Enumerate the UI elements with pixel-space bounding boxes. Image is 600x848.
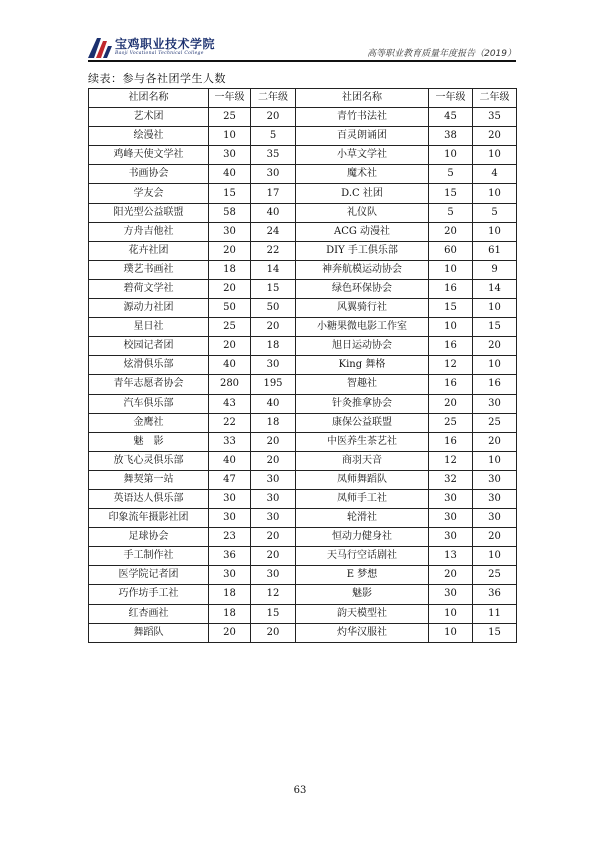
first-year-cell: 18 [209,260,251,279]
table-row [89,222,517,241]
table-header-row [89,89,517,108]
header-rule [88,60,516,62]
second-year-cell: 20 [473,337,517,356]
first-year-cell: 20 [429,222,473,241]
first-year-cell: 60 [429,241,473,260]
second-year-cell: 10 [473,299,517,318]
first-year-cell: 30 [209,489,251,508]
club-name-cell: 凤师手工社 [296,489,429,508]
club-name-cell: 魔术社 [296,165,429,184]
club-name-cell: 绿色环保协会 [296,279,429,298]
college-logo [88,38,215,58]
second-year-cell: 15 [473,318,517,337]
club-name-cell: 医学院记者团 [89,566,209,585]
table-row [89,432,517,451]
header-club-name: 社团名称 [89,89,209,108]
second-year-cell: 195 [251,375,296,394]
second-year-cell: 30 [473,394,517,413]
first-year-cell: 25 [209,108,251,127]
header-first-year-2: 一年级 [429,89,473,108]
second-year-cell: 20 [251,432,296,451]
first-year-cell: 22 [209,413,251,432]
table-row [89,623,517,642]
second-year-cell: 4 [473,165,517,184]
first-year-cell: 33 [209,432,251,451]
club-name-cell: 源动力社团 [89,299,209,318]
first-year-cell: 30 [209,146,251,165]
club-name-cell: 舞蹈队 [89,623,209,642]
club-name-cell: 智趣社 [296,375,429,394]
club-name-cell: E 梦想 [296,566,429,585]
first-year-cell: 45 [429,108,473,127]
club-name-cell: 鸡峰天使文学社 [89,146,209,165]
club-name-cell: 红杏画社 [89,604,209,623]
club-name-cell: ACG 动漫社 [296,222,429,241]
club-name-cell: DIY 手工俱乐部 [296,241,429,260]
second-year-cell: 10 [473,547,517,566]
first-year-cell: 20 [429,394,473,413]
first-year-cell: 10 [429,623,473,642]
second-year-cell: 40 [251,394,296,413]
club-name-cell: 璞艺书画社 [89,260,209,279]
header-second-year: 二年级 [251,89,296,108]
club-name-cell: 星日社 [89,318,209,337]
first-year-cell: 15 [209,184,251,203]
first-year-cell: 30 [429,528,473,547]
first-year-cell: 25 [429,413,473,432]
club-name-cell: 针灸推拿协会 [296,394,429,413]
second-year-cell: 61 [473,241,517,260]
header-club-name-2: 社团名称 [296,89,429,108]
first-year-cell: 47 [209,470,251,489]
first-year-cell: 12 [429,451,473,470]
table-row [89,337,517,356]
first-year-cell: 5 [429,165,473,184]
first-year-cell: 30 [429,585,473,604]
first-year-cell: 40 [209,451,251,470]
table-row [89,566,517,585]
table-row [89,413,517,432]
second-year-cell: 30 [251,470,296,489]
second-year-cell: 22 [251,241,296,260]
first-year-cell: 12 [429,356,473,375]
second-year-cell: 14 [251,260,296,279]
second-year-cell: 10 [473,146,517,165]
second-year-cell: 18 [251,337,296,356]
first-year-cell: 30 [429,489,473,508]
club-name-cell: 恒动力健身社 [296,528,429,547]
club-name-cell: 学友会 [89,184,209,203]
club-name-cell: 手工制作社 [89,547,209,566]
club-name-cell: 碧荷文学社 [89,279,209,298]
second-year-cell: 35 [251,146,296,165]
table-row [89,375,517,394]
club-name-cell: 礼仪队 [296,203,429,222]
first-year-cell: 10 [429,146,473,165]
table-row [89,108,517,127]
table-row [89,127,517,146]
second-year-cell: 17 [251,184,296,203]
table-row [89,165,517,184]
club-name-cell: 小草文学社 [296,146,429,165]
club-name-cell: 阳光型公益联盟 [89,203,209,222]
club-name-cell: 轮滑社 [296,509,429,528]
club-name-cell: 百灵朗诵团 [296,127,429,146]
first-year-cell: 10 [429,604,473,623]
club-name-cell: 书画协会 [89,165,209,184]
club-name-cell: 旭日运动协会 [296,337,429,356]
second-year-cell: 30 [473,470,517,489]
second-year-cell: 10 [473,222,517,241]
second-year-cell: 30 [251,566,296,585]
table-body [89,108,517,643]
first-year-cell: 16 [429,375,473,394]
first-year-cell: 38 [429,127,473,146]
second-year-cell: 30 [251,356,296,375]
first-year-cell: 30 [429,509,473,528]
table-row [89,318,517,337]
second-year-cell: 10 [473,451,517,470]
second-year-cell: 15 [251,604,296,623]
table-row [89,299,517,318]
first-year-cell: 10 [209,127,251,146]
first-year-cell: 40 [209,356,251,375]
first-year-cell: 16 [429,279,473,298]
second-year-cell: 50 [251,299,296,318]
report-title: 高等职业教育质量年度报告（2019） [367,49,516,59]
logo-english-name: Baoji Vocational Technical College [115,51,204,56]
second-year-cell: 20 [473,432,517,451]
club-name-cell: 绘漫社 [89,127,209,146]
table-row [89,528,517,547]
first-year-cell: 13 [429,547,473,566]
table-row [89,203,517,222]
club-name-cell: 英语达人俱乐部 [89,489,209,508]
first-year-cell: 36 [209,547,251,566]
table-row [89,260,517,279]
first-year-cell: 58 [209,203,251,222]
table-row [89,394,517,413]
second-year-cell: 30 [251,489,296,508]
first-year-cell: 20 [209,279,251,298]
first-year-cell: 40 [209,165,251,184]
club-name-cell: 青竹书法社 [296,108,429,127]
table-caption: 续表：参与各社团学生人数 [88,72,226,85]
table-row [89,279,517,298]
club-name-cell: 凤师舞蹈队 [296,470,429,489]
first-year-cell: 16 [429,432,473,451]
first-year-cell: 50 [209,299,251,318]
first-year-cell: 25 [209,318,251,337]
second-year-cell: 9 [473,260,517,279]
first-year-cell: 280 [209,375,251,394]
second-year-cell: 5 [251,127,296,146]
second-year-cell: 30 [251,509,296,528]
club-name-cell: 青年志愿者协会 [89,375,209,394]
table-row [89,451,517,470]
first-year-cell: 30 [209,509,251,528]
first-year-cell: 15 [429,299,473,318]
table-row [89,241,517,260]
second-year-cell: 30 [251,165,296,184]
club-name-cell: 方舟吉他社 [89,222,209,241]
club-name-cell: 神奔航模运动协会 [296,260,429,279]
first-year-cell: 5 [429,203,473,222]
second-year-cell: 12 [251,585,296,604]
table-row [89,489,517,508]
second-year-cell: 10 [473,356,517,375]
first-year-cell: 16 [429,337,473,356]
page-number: 63 [293,785,307,796]
first-year-cell: 30 [209,566,251,585]
first-year-cell: 18 [209,604,251,623]
second-year-cell: 30 [473,509,517,528]
table-row [89,356,517,375]
first-year-cell: 32 [429,470,473,489]
table-row [89,184,517,203]
club-name-cell: 印象流年摄影社团 [89,509,209,528]
first-year-cell: 20 [209,337,251,356]
second-year-cell: 15 [473,623,517,642]
club-name-cell: 足球协会 [89,528,209,547]
second-year-cell: 20 [473,528,517,547]
club-name-cell: 艺术团 [89,108,209,127]
page-header [88,38,516,60]
club-name-cell: 康保公益联盟 [296,413,429,432]
second-year-cell: 36 [473,585,517,604]
first-year-cell: 20 [209,241,251,260]
club-name-cell: 校园记者团 [89,337,209,356]
second-year-cell: 20 [251,547,296,566]
header-second-year-2: 二年级 [473,89,517,108]
table-row [89,547,517,566]
second-year-cell: 20 [251,451,296,470]
second-year-cell: 40 [251,203,296,222]
club-name-cell: King 舞格 [296,356,429,375]
club-name-cell: 韵天模型社 [296,604,429,623]
second-year-cell: 35 [473,108,517,127]
club-name-cell: 风翼骑行社 [296,299,429,318]
second-year-cell: 20 [251,528,296,547]
club-name-cell: 花卉社团 [89,241,209,260]
logo-emblem-icon [88,38,112,58]
table-row [89,604,517,623]
second-year-cell: 24 [251,222,296,241]
club-name-cell: 放飞心灵俱乐部 [89,451,209,470]
table-row [89,509,517,528]
second-year-cell: 15 [251,279,296,298]
club-name-cell: 炫滑俱乐部 [89,356,209,375]
club-name-cell: 巧作坊手工社 [89,585,209,604]
second-year-cell: 30 [473,489,517,508]
second-year-cell: 16 [473,375,517,394]
club-name-cell: 中医养生茶艺社 [296,432,429,451]
second-year-cell: 20 [251,108,296,127]
second-year-cell: 25 [473,566,517,585]
first-year-cell: 18 [209,585,251,604]
second-year-cell: 25 [473,413,517,432]
second-year-cell: 18 [251,413,296,432]
second-year-cell: 5 [473,203,517,222]
header-first-year: 一年级 [209,89,251,108]
table-row [89,146,517,165]
second-year-cell: 20 [473,127,517,146]
first-year-cell: 20 [209,623,251,642]
club-name-cell: 魅 影 [89,432,209,451]
second-year-cell: 20 [251,623,296,642]
first-year-cell: 30 [209,222,251,241]
club-name-cell: 商羽天音 [296,451,429,470]
logo-chinese-name: 宝鸡职业技术学院 [115,37,216,51]
second-year-cell: 11 [473,604,517,623]
club-name-cell: 汽车俱乐部 [89,394,209,413]
first-year-cell: 10 [429,318,473,337]
club-name-cell: D.C 社团 [296,184,429,203]
first-year-cell: 10 [429,260,473,279]
first-year-cell: 23 [209,528,251,547]
table-row [89,585,517,604]
club-participation-table [88,88,517,643]
second-year-cell: 14 [473,279,517,298]
second-year-cell: 10 [473,184,517,203]
club-name-cell: 魅影 [296,585,429,604]
club-name-cell: 小糖果微电影工作室 [296,318,429,337]
club-name-cell: 舞契第一站 [89,470,209,489]
first-year-cell: 43 [209,394,251,413]
second-year-cell: 20 [251,318,296,337]
table-row [89,470,517,489]
club-name-cell: 灼华汉服社 [296,623,429,642]
club-name-cell: 天马行空话剧社 [296,547,429,566]
first-year-cell: 20 [429,566,473,585]
club-name-cell: 金鹰社 [89,413,209,432]
first-year-cell: 15 [429,184,473,203]
